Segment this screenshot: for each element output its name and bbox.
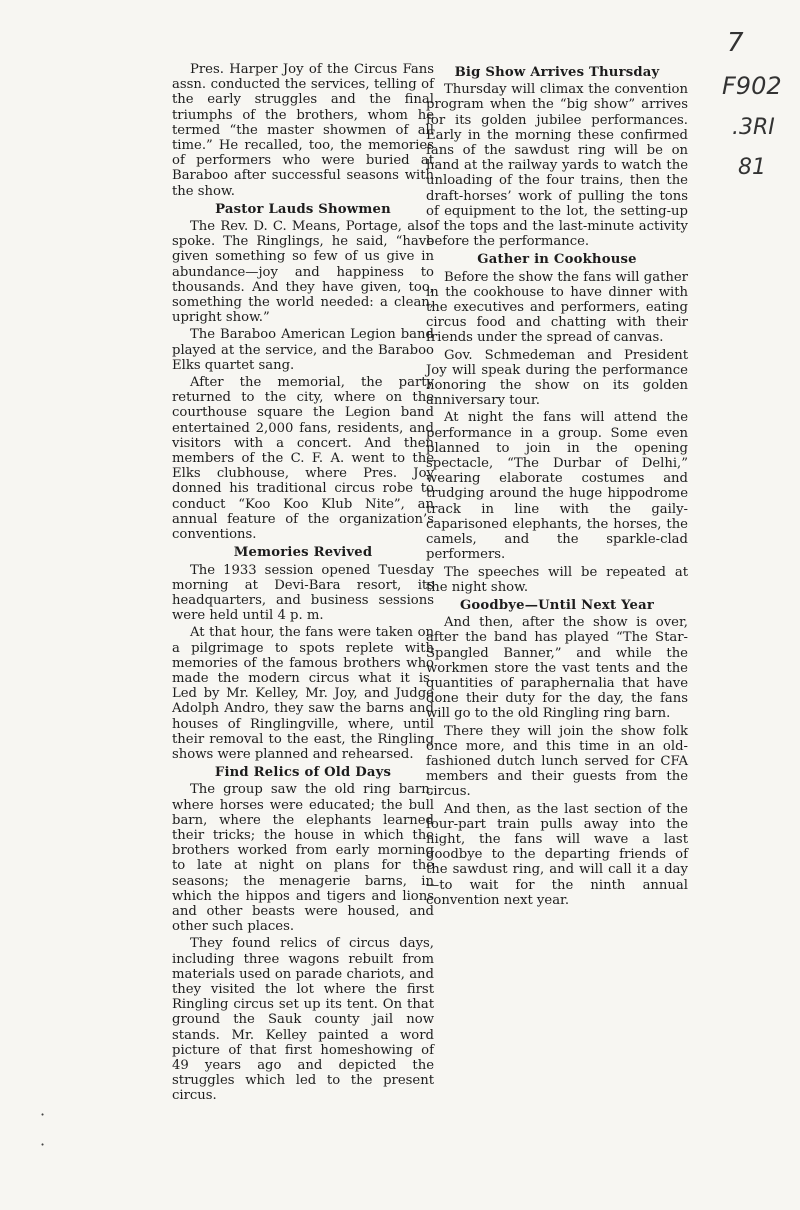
- paragraph: There they will join the show folk once more, and this time in an old-fashioned dutch lunch served for CFA members and their guests from the circus.: [426, 723, 688, 800]
- margin-dot: ·: [40, 1135, 46, 1154]
- paragraph: The 1933 session opened Tuesday morning at Devi-Bara resort, its headquarters, and business sessions were held until 4 p. m.: [172, 562, 434, 624]
- subheading-pastor-lauds-showmen: Pastor Lauds Showmen: [215, 201, 391, 217]
- article-column-left: [172, 62, 434, 1106]
- paragraph: They found relics of circus days, including three wagons rebuilt from materials used on parade chariots, and they visited the lot where the first Ringling circus set up its tent. On that ground the Sauk county jail now stands. Mr. Kelley painted a word picture of that first homeshowing of 49 years ago and depicted the struggles which led to the present circus.: [172, 936, 434, 1104]
- handwritten-code-f902: F902: [722, 72, 782, 100]
- paragraph: And then, as the last section of the four-part train pulls away into the night, the fans will wave a last goodbye to the departing friends of the sawdust ring, and will call it a day—to wait for the ninth annual convention next year.: [426, 801, 688, 908]
- paragraph: Before the show the fans will gather in the cookhouse to have dinner with the executives and performers, eating circus food and chatting with their friends under the spread of canvas.: [426, 269, 688, 346]
- subheading-big-show-arrives: Big Show Arrives Thursday: [454, 65, 660, 80]
- article-column-right: [426, 62, 688, 910]
- subheading-goodbye-until-next-year: Goodbye—Until Next Year: [459, 597, 655, 613]
- paragraph: And then, after the show is over, after the band has played “The Star-Spangled Banner,” and while the workmen store the vast tents and the quantities of paraphernalia that have done their duty for the day, the fans will go to the old Ringling ring barn.: [426, 615, 688, 722]
- paragraph: The speeches will be repeated at the night show.: [426, 564, 688, 595]
- handwritten-page-number: 7: [727, 28, 744, 58]
- paragraph: At that hour, the fans were taken on a pilgrimage to spots replete with memories of the famous brothers who made the modern circus what it is. Led by Mr. Kelley, Mr. Joy, and Judge Adolph Andro, they saw the barns and houses of Ringlingville, where, until their removal to the east, the Ringling shows were planned and rehearsed.: [172, 625, 434, 762]
- paragraph: The Baraboo American Legion band played at the service, and the Baraboo Elks quartet sang.: [172, 327, 434, 373]
- paragraph: The Rev. D. C. Means, Portage, also spoke. The Ringlings, he said, “have given something so few of us give in abundance—joy and happiness to thousands. And they have given, too, something the world needed: a clean, upright show.”: [172, 219, 434, 326]
- paragraph: The group saw the old ring barn, where horses were educated; the bull barn, where the elephants learned their tricks; the house in which the brothers worked from early morning to late at night on plans for the seasons; the menagerie barns, in which the hippos and tigers and lions and other beasts were housed, and other such places.: [172, 782, 434, 935]
- margin-dot: ·: [40, 1105, 46, 1124]
- paragraph: At night the fans will attend the performance in a group. Some even planned to join in the opening spectacle, “The Durbar of Delhi,” wearing elaborate costumes and trudging around the huge hippodrome track in line with the gaily-caparisoned elephants, the horses, the camels, and the sparkle-clad performers.: [426, 410, 688, 563]
- paragraph: Pres. Harper Joy of the Circus Fans assn. conducted the services, telling of the early struggles and the final triumphs of the brothers, whom he termed “the master showmen of all time.” He recalled, too, the memories of performers who were buried at Baraboo after successful seasons with the show.: [172, 62, 434, 199]
- paragraph: After the memorial, the party returned to the city, where on the courthouse square the Legion band entertained 2,000 fans, residents, and visitors with a concert. And then members of the C. F. A. went to the Elks clubhouse, where Pres. Joy donned his traditional circus robe to conduct “Koo Koo Klub Nite”, an annual feature of the organization’s conventions.: [172, 375, 434, 543]
- paragraph: Thursday will climax the convention program when the “big show” arrives for its golden jubilee performances. Early in the morning these confirmed fans of the sawdust ring will be on hand at the railway yards to watch the unloading of the four trains, then the draft-horses’ work of pulling the tons of equipment to the lot, the setting-up of the tops and the last-minute activity before the performance.: [426, 82, 688, 250]
- paragraph: Gov. Schmedeman and President Joy will speak during the performance honoring the show on its golden anniversary tour.: [426, 347, 688, 409]
- subheading-gather-in-cookhouse: Gather in Cookhouse: [477, 252, 637, 268]
- subheading-find-relics: Find Relics of Old Days: [214, 765, 392, 781]
- handwritten-code-81: 81: [738, 155, 766, 180]
- handwritten-code-3ri: .3RI: [732, 115, 775, 140]
- subheading-memories-revived: Memories Revived: [233, 545, 373, 561]
